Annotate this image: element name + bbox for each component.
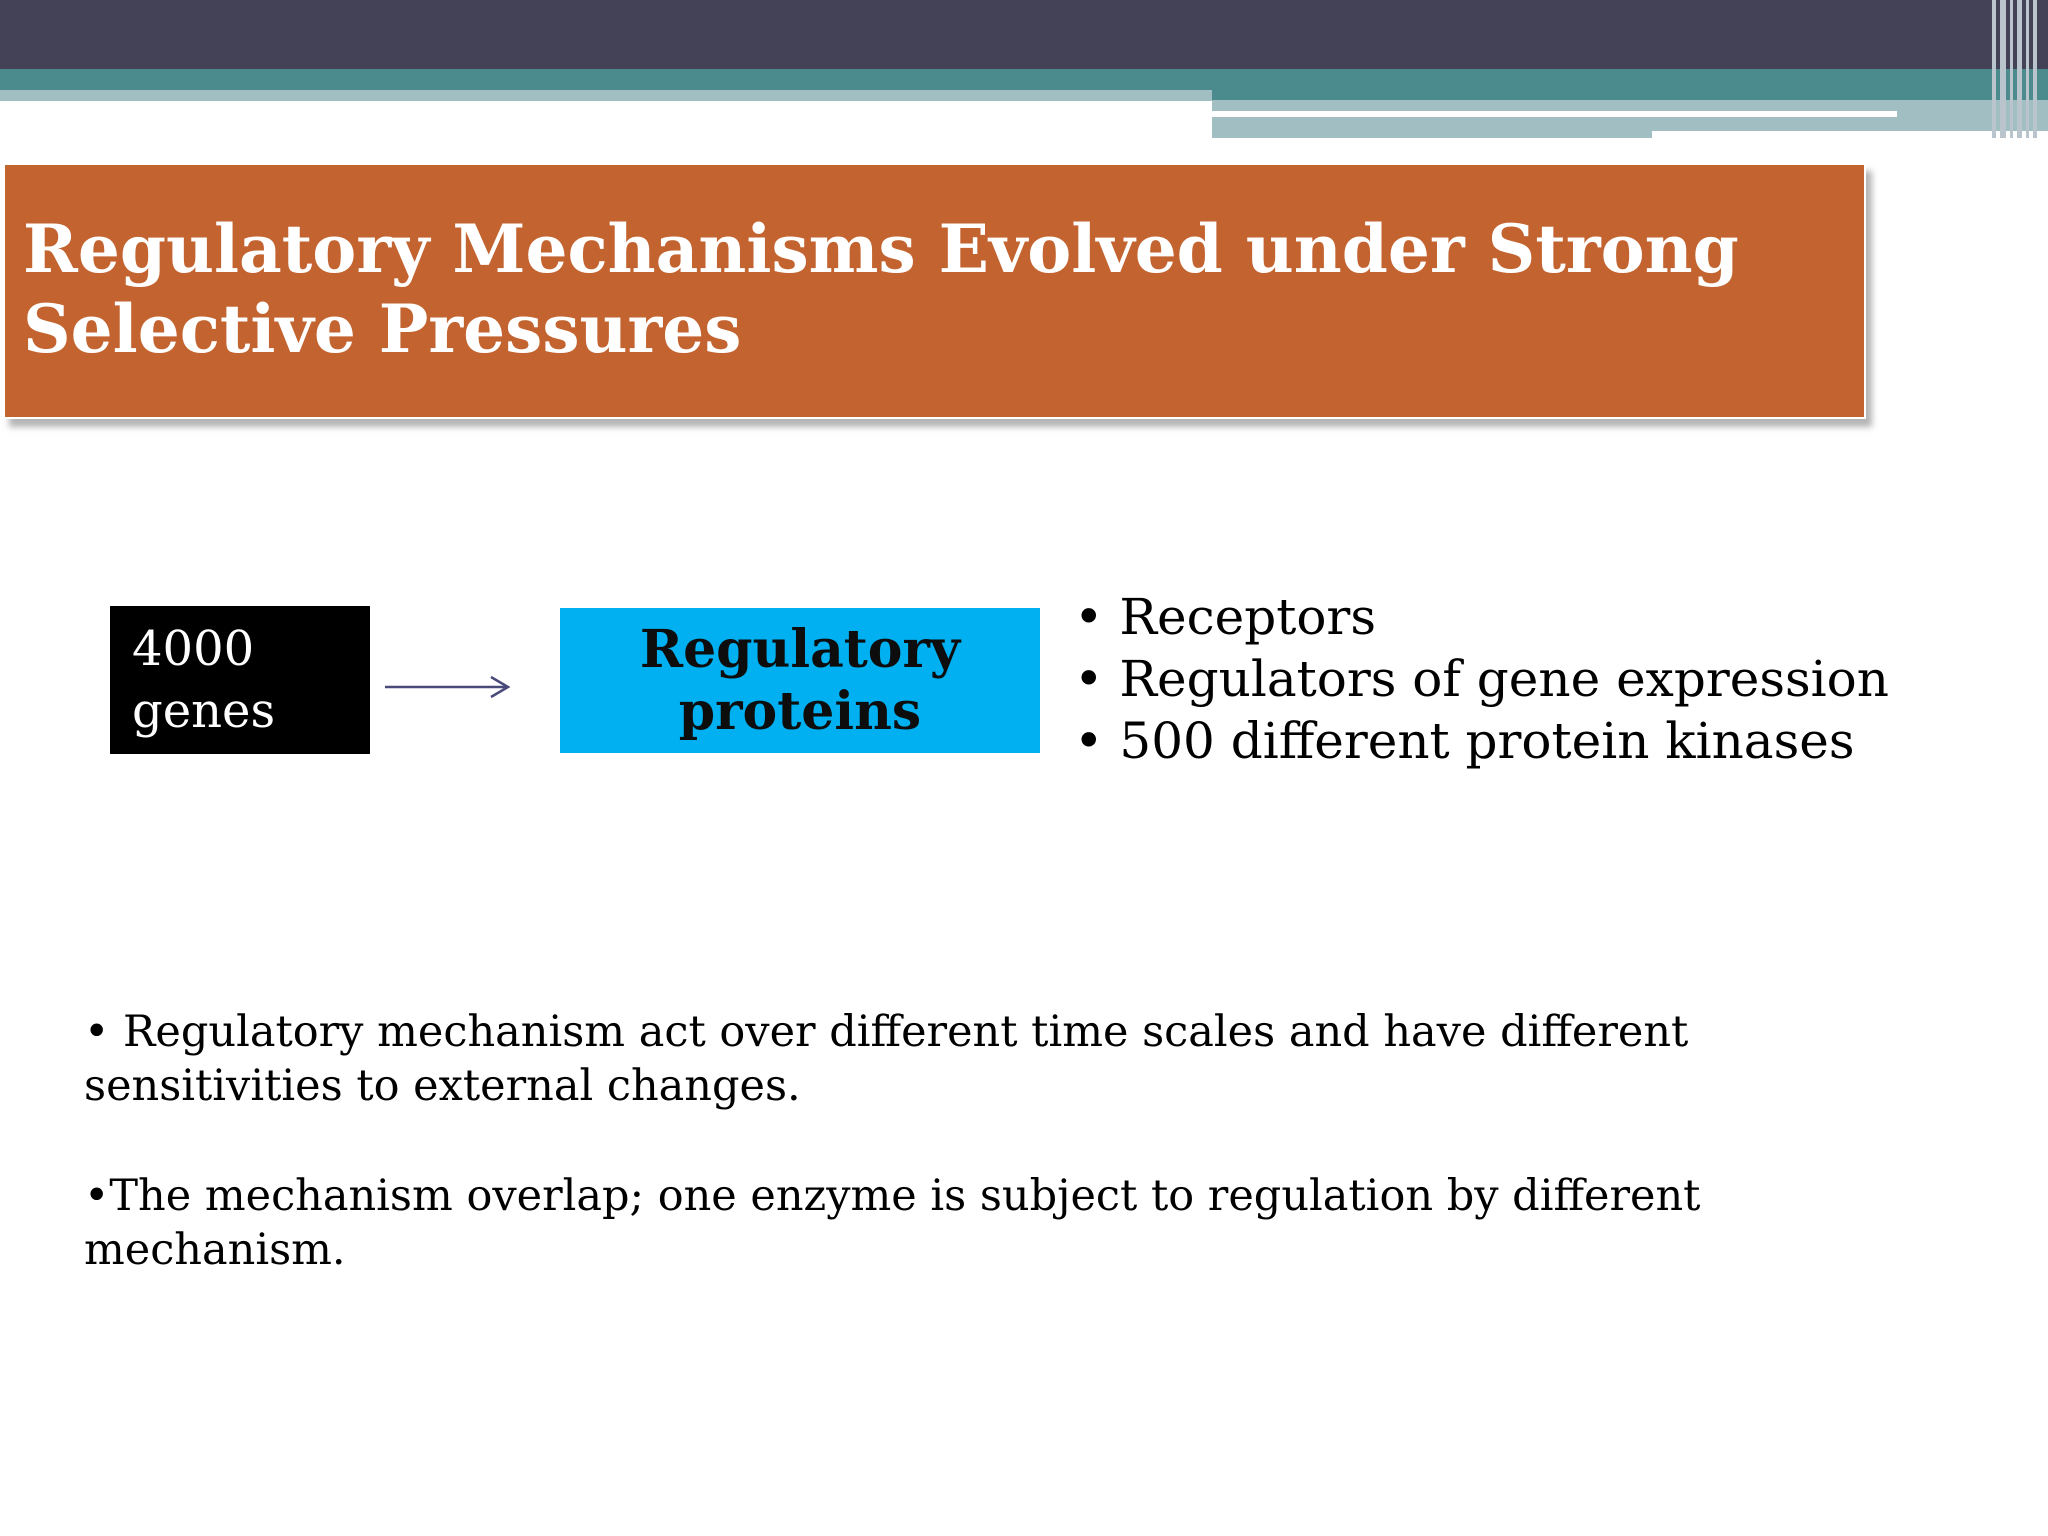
- slide-title-line-1: Regulatory Mechanisms Evolved under Strong: [23, 210, 1739, 288]
- regulatory-protein-types-list: [1074, 586, 1889, 772]
- header-band-dark: [0, 0, 2048, 69]
- genes-count: 4000: [132, 621, 255, 677]
- header-band-teal-left: [0, 69, 1212, 90]
- body-paragraph-2: •The mechanism overlap; one enzyme is subject to regulation by different mechanism.: [84, 1171, 1701, 1275]
- genes-label: genes: [132, 683, 276, 739]
- proteins-line-2: proteins: [678, 680, 922, 742]
- header-stripes: [1988, 0, 2048, 138]
- list-item: • 500 different protein kinases: [1074, 712, 1855, 770]
- right-arrow-icon: [383, 672, 513, 702]
- list-item: • Regulators of gene expression: [1074, 650, 1889, 708]
- slide-title-box: [3, 163, 1866, 419]
- header-band-teal-right: [1212, 69, 2048, 100]
- list-item: • Receptors: [1074, 588, 1376, 646]
- header-white-line: [1212, 111, 1897, 117]
- body-paragraph-1: • Regulatory mechanism act over different time scales and have different sensitivities to external changes.: [84, 1007, 1689, 1111]
- slide-title-line-2: Selective Pressures: [23, 290, 742, 368]
- regulatory-proteins-box: [560, 608, 1040, 753]
- genes-box: [110, 606, 370, 754]
- slide-title: [23, 209, 1823, 369]
- proteins-line-1: Regulatory: [639, 618, 961, 680]
- header-band-light-left: [0, 90, 1212, 101]
